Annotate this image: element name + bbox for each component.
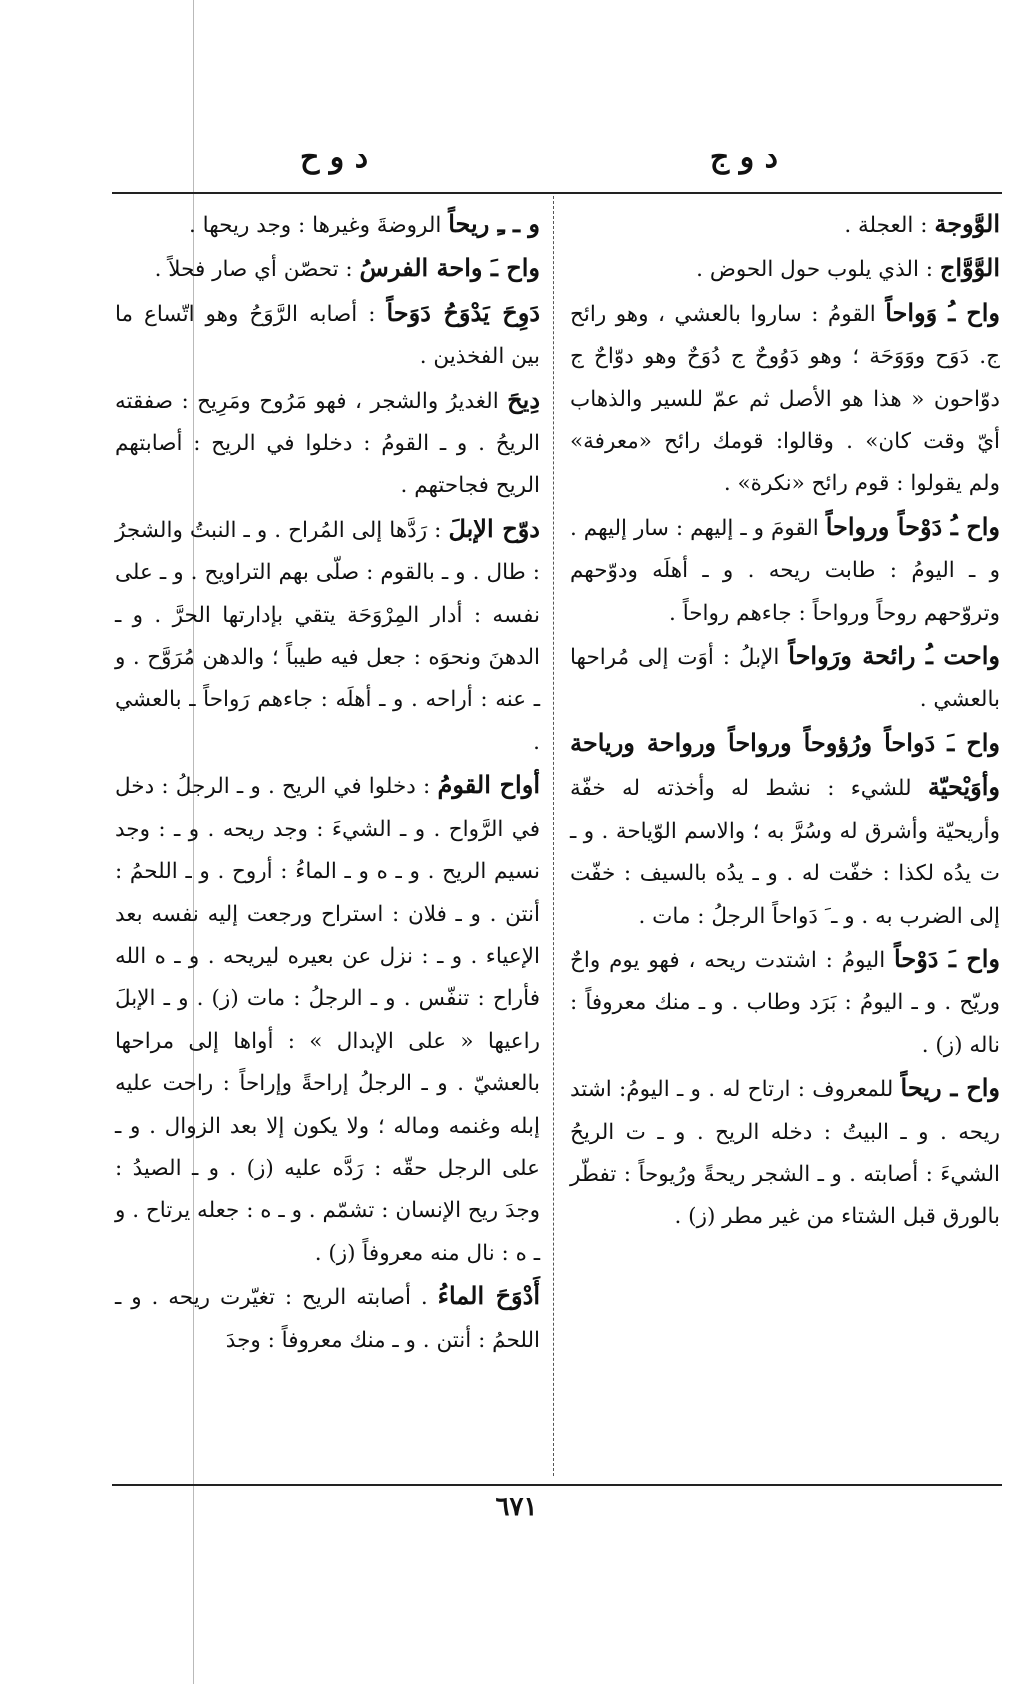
- dictionary-entry: [115, 1275, 540, 1362]
- entry-definition: : تحصّن أي صار فحلاً .: [154, 257, 353, 283]
- entry-definition: اليومُ : اشتدت ريحه ، فهو يوم واحٌ وريّح . و ـ اليومُ : بَرَد وطاب . و ـ منك معروفاً : ناله (ز) .: [570, 947, 1000, 1058]
- column-divider: [553, 196, 555, 1476]
- entry-headword: دَوِحَ يَدْوَحُ دَوَحاً: [386, 297, 540, 327]
- dictionary-entry: [570, 938, 1000, 1067]
- entry-headword: واح ـُ وَواحاً: [885, 297, 1000, 327]
- dictionary-entry: [570, 722, 1000, 938]
- entry-headword: واح ـَ دَوْحاً: [894, 943, 1000, 973]
- right-column: [570, 203, 1000, 1239]
- entry-headword: واح ـَ واحة الفرسُ: [359, 253, 540, 283]
- dictionary-entry: [115, 292, 540, 379]
- page-number: ٦٧١: [495, 1492, 538, 1522]
- entry-headword: دِيحَ: [507, 384, 540, 414]
- entry-headword: أواح القومُ: [437, 770, 540, 800]
- entry-definition: الروضةَ وغيرها : وجد ريحها .: [189, 213, 442, 238]
- bottom-rule: [112, 1484, 1002, 1486]
- entry-definition: القومَ و ـ إليهم : سار إليهم . و ـ اليومُ : طابت ريحه . و ـ أهلَه ودوّحهم وتروّحهم روحاً ورواحاً : جاءهم رواحاً .: [570, 515, 1000, 626]
- left-column: [115, 203, 540, 1362]
- entry-definition: : دخلوا في الريح . و ـ الرجلُ : دخل في الرَّواح . و ـ الشيءَ : وجد ريحه . و ـ : وجد نسيم الريح . و ـ ه و ـ الماءُ : أروح . و ـ اللحمُ : أنتن . و ـ فلان : استراح ورجعت إليه نفسه بعد الإعياء . و ـ : نزل عن بعيره ليريحه . و ـ ه الله فأراح : تنفّس . و ـ الرجلُ : مات (ز) . و ـ الإبلَ راعيها « على الإبدال » : أواها إلى مراحها بالعشيّ . و ـ الرجلُ إراحةً وإراحاً : راحت عليه إبله وغنمه وماله ؛ ولا يكون إلا بعد الزوال . و ـ على الرجل حقّه : رَدَّه عليه (ز) . و ـ الصيدُ : وجدَ ريح الإنسان : تشمّم . و ـ ه : جعله يرتاح . و ـ ه : نال منه معروفاً (ز) .: [115, 774, 540, 1266]
- entry-definition: الغديرُ والشجر ، فهو مَرُوح ومَرِيح : صفقته الريحُ . و ـ القومُ : دخلوا في الريح : أصابتهم الريح فجاحتهم .: [115, 388, 540, 499]
- entry-definition: القومُ : ساروا بالعشي ، وهو رائح ج. دَوَح ووَوَحَة ؛ وهو دَوُوحٌ ج دُوَحٌ وهو دوّاحٌ ج دوّاحون « هذا هو الأصل ثم عمّ للسير والذهاب أيّ وقت كان» . وقالوا: قومك رائح «معرفة» ولم يقولوا : قوم رائح «نكرة» .: [570, 301, 1000, 497]
- entry-definition: . أصابته الريح : تغيّرت ريحه . و ـ اللحمُ : أنتن . و ـ منك معروفاً : وجدَ: [115, 1285, 540, 1353]
- dictionary-entry: [115, 203, 540, 247]
- dictionary-entry: [115, 508, 540, 764]
- entry-headword: الوَّوجة: [934, 209, 1000, 238]
- entry-headword: دوّح الإبلَ: [448, 513, 540, 543]
- dictionary-entry: [570, 635, 1000, 722]
- entry-definition: : العجلة .: [844, 213, 928, 238]
- dictionary-entry: [115, 379, 540, 508]
- entry-headword: و ـ ـِ ريحاً: [448, 209, 540, 238]
- entry-headword: الوَّوَّاج: [939, 253, 1000, 283]
- dictionary-entry: [570, 506, 1000, 635]
- entry-definition: للمعروف : ارتاح له . و ـ اليومُ: اشتد ريحه . و ـ البيتُ : دخله الريح . و ـ ت الريحُ الشيءَ : أصابته . و ـ الشجر ريحةً ورُيوحاً : تفطّر بالورق قبل الشتاء من غير مطر (ز) .: [570, 1077, 1000, 1230]
- entry-definition: : الذي يلوب حول الحوض .: [696, 257, 934, 283]
- top-rule: [112, 192, 1002, 194]
- dictionary-entry: [570, 203, 1000, 247]
- entry-headword: واحت ـُ رائحة ورَواحاً: [788, 641, 1000, 671]
- entry-headword: واح ـ ريحاً: [900, 1073, 1000, 1103]
- entry-definition: : أصابه الرَّوَحُ وهو اتّساع ما بين الفخذين .: [115, 301, 540, 370]
- header-left-root: د و ح: [300, 140, 369, 175]
- header-right-root: د و ج: [709, 140, 778, 175]
- entry-headword: واح ـَ دَواحاً ورُؤوحاً ورواحاً ورواحة ورياحة وأوَيْحيّة: [570, 727, 1000, 802]
- entry-headword: أَدْوَحَ الماءُ: [437, 1281, 541, 1311]
- dictionary-entry: [570, 1067, 1000, 1239]
- dictionary-entry: [570, 247, 1000, 291]
- entry-headword: واح ـُ دَوْحاً ورواحاً: [825, 511, 1000, 541]
- dictionary-entry: [570, 292, 1000, 506]
- dictionary-entry: [115, 247, 540, 291]
- entry-definition: : رَدَّها إلى المُراح . و ـ النبتُ والشجرُ : طال . و ـ بالقوم : صلّى بهم التراويح . و ـ على نفسه : أدار المِرْوَحَة يتقي بإدارتها الحرَّ . و ـ الدهنَ ونحوَه : جعل فيه طيباً ؛ والدهن مُرَوَّح . و ـ عنه : أراحه . و ـ أهلَه : جاءهم رَواحاً ـ بالعشي .: [115, 517, 540, 755]
- dictionary-entry: [115, 764, 540, 1275]
- entry-definition: الإبلُ : أوَت إلى مُراحها بالعشي .: [570, 645, 1000, 713]
- entry-definition: للشيء : نشط له وأخذته له خفّة وأريحيّة وأشرق له وسُرَّ به ؛ والاسم الوّياحة . و ـ ت يدُه لكذا : خفّت له . و ـ يدُه بالسيف : خفّت إلى الضرب به . و ـ َ دَواحاً الرجلُ : مات .: [570, 776, 1000, 929]
